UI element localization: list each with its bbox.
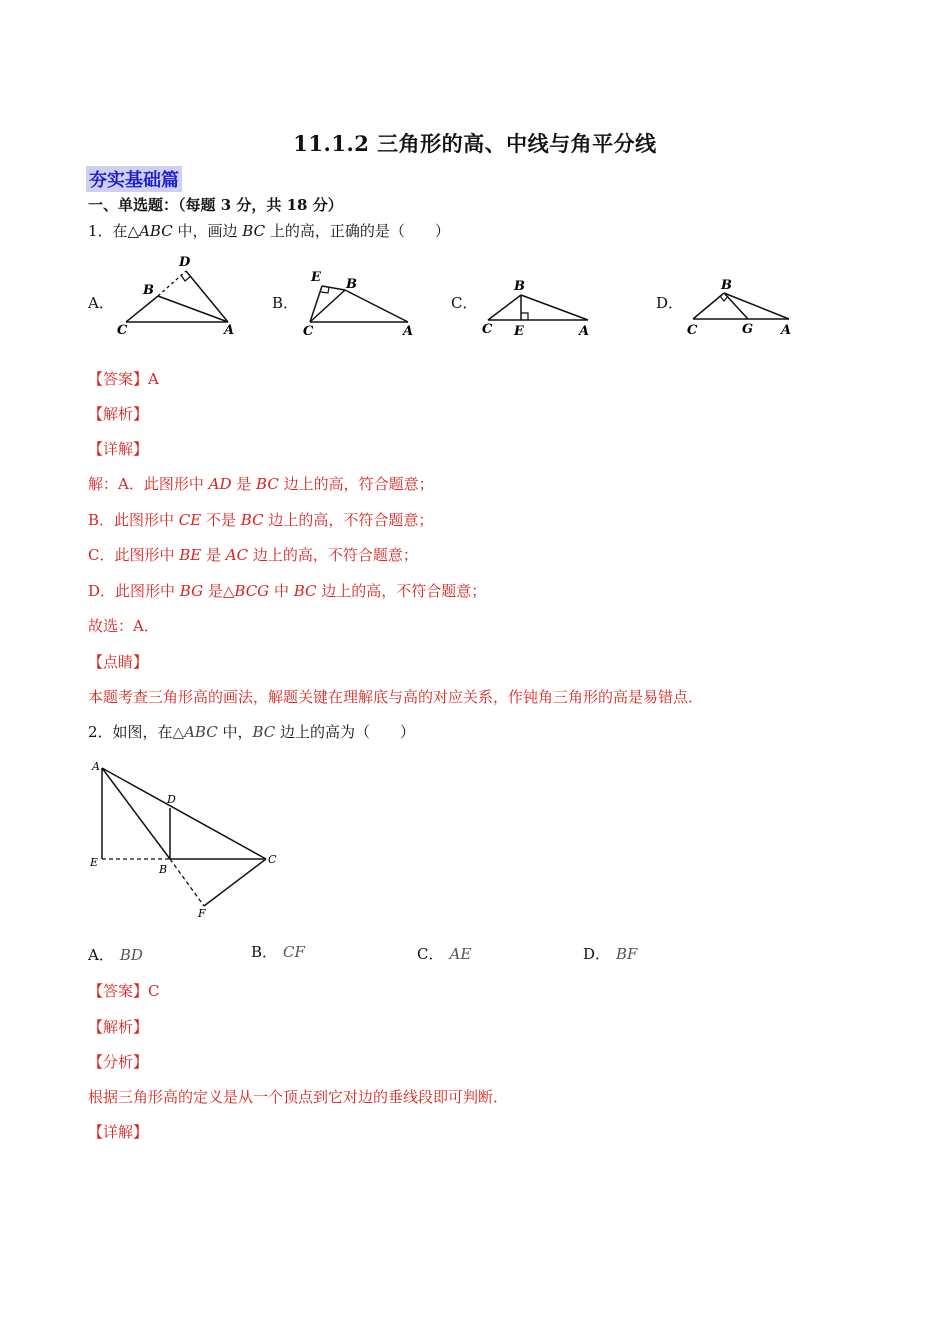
label-c: C [687,323,698,338]
q1-conclusion: 故选：A． [88,617,159,635]
label-a: A [579,324,590,339]
page-title: 11.1.2 三角形的高、中线与角平分线 [293,131,657,156]
q2-stem: 2．如图，在△ABC 中，BC 边上的高为（ ） [88,723,416,741]
q1-explain-d: D．此图形中 BG 是△BCG 中 BC 边上的高，不符合题意； [88,582,487,600]
segment-cb [488,295,521,320]
q2-option-a: A． BD [88,946,143,964]
label-g: G [742,322,754,337]
q1-option-a-label: A． [88,294,114,312]
segment-ab [102,768,170,859]
label-d: D [179,255,191,270]
q1-point-tag: 【点睛】 [88,653,149,671]
segment-eb [322,286,345,290]
segment-ac [102,768,266,859]
q2-figure [86,756,286,924]
segment-fc [204,859,266,906]
q1-stem: 1．在△ABC 中，画边 BC 上的高，正确的是（ ） [88,222,450,240]
label-f: F [198,907,206,920]
extension-bf [170,859,204,906]
part-heading: 一、单选题：（每题 3 分，共 18 分） [88,196,343,214]
section-heading: 夯实基础篇 [86,166,182,192]
q1-option-d-label: D． [656,294,684,312]
q2-option-c: C． AE [417,945,472,963]
label-c: C [482,322,493,337]
segment-ba [345,290,408,322]
label-a: A [92,760,100,773]
segment-cb [693,293,724,319]
extension-bd [158,271,186,296]
label-a: A [403,324,414,339]
q1-figure-d [683,274,803,340]
label-d: D [167,793,176,806]
segment-ba [521,295,588,320]
q1-detail-tag: 【详解】 [88,440,149,458]
label-e: E [514,324,524,339]
label-e: E [90,856,99,869]
label-b: B [514,279,525,294]
q1-explain-a: 解：A．此图形中 AD 是 BC 边上的高，符合题意； [88,475,434,493]
label-b: B [159,863,168,876]
label-b: B [143,283,154,298]
right-angle-mark [321,287,329,293]
label-a: A [224,323,235,338]
label-c: C [117,323,128,338]
q1-answer: 【答案】A [88,370,159,388]
q1-point: 本题考查三角形高的画法，解题关键在理解底与高的对应关系，作钝角三角形的高是易错点． [88,688,704,706]
q2-fenxi: 根据三角形高的定义是从一个顶点到它对边的垂线段即可判断． [88,1088,509,1106]
q2-answer: 【答案】C [88,982,160,1000]
label-b: B [346,277,357,292]
label-e: E [311,270,321,285]
q2-analysis-tag: 【解析】 [88,1018,149,1036]
q2-option-d: D． BF [583,945,638,963]
right-angle-mark [720,296,728,301]
label-b: B [721,278,732,293]
segment-cb [126,296,158,322]
q1-explain-b: B．此图形中 CE 不是 BC 边上的高，不符合题意； [88,511,434,529]
q1-explain-c: C．此图形中 BE 是 AC 边上的高，不符合题意； [88,546,418,564]
q1-figure-a [110,250,250,340]
label-c: C [303,324,314,339]
segment-ba [724,293,789,319]
q2-option-b: B． CF [251,943,305,961]
label-c: C [268,853,277,866]
q2-fenxi-tag: 【分析】 [88,1053,149,1071]
q1-figure-c [478,275,603,340]
q1-analysis-tag: 【解析】 [88,405,149,423]
q2-detail-tag: 【详解】 [88,1123,149,1141]
right-angle-mark [521,313,528,320]
q1-option-b-label: B． [272,294,299,312]
q1-option-c-label: C． [451,294,478,312]
q1-figure-b [295,262,425,342]
label-a: A [781,323,792,338]
